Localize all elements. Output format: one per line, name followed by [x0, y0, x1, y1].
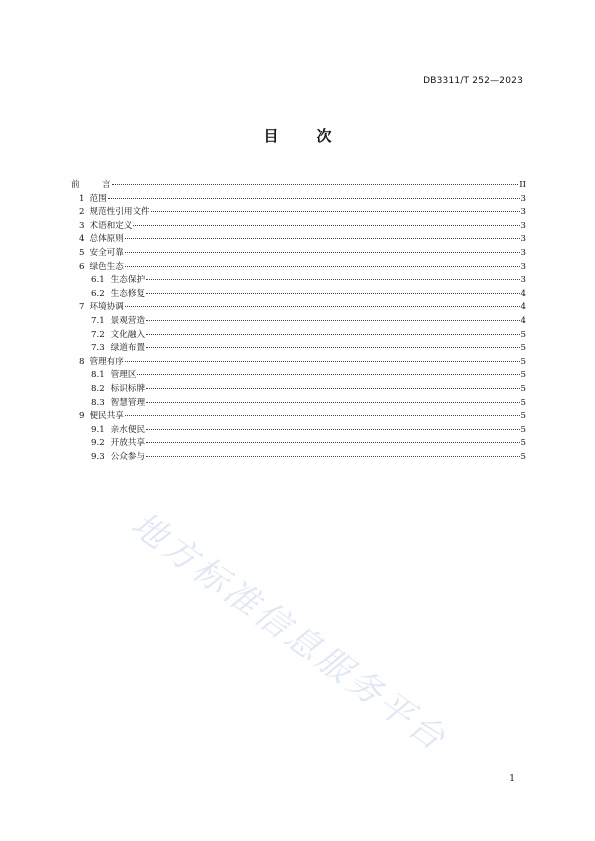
toc-page-number: 5: [520, 411, 526, 422]
toc-entry-foreword[interactable]: [71, 179, 526, 193]
toc-leader-dots: [146, 334, 519, 335]
toc-entry-number: 9: [79, 411, 85, 422]
toc-leader-dots: [125, 238, 520, 239]
toc-leader-dots: [146, 347, 519, 348]
title-char-1: 目: [263, 127, 279, 145]
toc-entry-number: 9.2: [91, 438, 105, 449]
toc-page-number: 4: [520, 302, 526, 313]
toc-page-number: 3: [520, 234, 526, 245]
toc-entry[interactable]: [71, 315, 526, 329]
toc-entry-label: 亲水便民: [110, 424, 146, 435]
toc-entry-label: 文化融入: [110, 329, 146, 340]
toc-entry-number: 1: [79, 193, 85, 204]
watermark: 地方标准信息服务平台: [123, 504, 455, 761]
toc-entry[interactable]: [71, 383, 526, 397]
toc-entry[interactable]: [71, 410, 526, 424]
toc-entry-number: 2: [79, 207, 85, 218]
toc-page-number: 5: [520, 383, 526, 394]
toc-entry-number: 8.3: [91, 397, 105, 408]
toc-leader-dots: [125, 415, 520, 416]
toc-entry-number: 6.2: [91, 288, 105, 299]
toc-entry-number: 8: [79, 356, 85, 367]
toc-entry-number: 6.1: [91, 275, 105, 286]
toc-entry[interactable]: [71, 274, 526, 288]
toc-entry-label: 景观营造: [110, 315, 146, 326]
toc-page-number: 5: [520, 356, 526, 367]
toc-page-number: 3: [520, 247, 526, 258]
toc-entry-number: 4: [79, 234, 85, 245]
toc-entry-label: 生态保护: [110, 275, 146, 286]
toc-page-number: 5: [520, 329, 526, 340]
toc-entry-label: 智慧管理: [110, 397, 146, 408]
table-of-contents: [71, 179, 526, 464]
toc-entry[interactable]: [71, 397, 526, 411]
toc-page-number: 5: [520, 370, 526, 381]
toc-entry-label: 绿色生态: [89, 261, 124, 272]
toc-entry[interactable]: [71, 288, 526, 302]
toc-entry[interactable]: [71, 437, 526, 451]
toc-leader-dots: [125, 266, 520, 267]
title-char-2: 次: [316, 127, 332, 145]
toc-entry[interactable]: [71, 356, 526, 370]
toc-entry-label: 管理区: [110, 370, 137, 381]
toc-entry-label: 规范性引用文件: [89, 207, 150, 218]
toc-leader-dots: [146, 388, 519, 389]
toc-leader-dots: [133, 225, 519, 226]
toc-page-number: 5: [520, 343, 526, 354]
toc-entry-label: 范围: [89, 193, 107, 204]
toc-entry-number: 3: [79, 220, 85, 231]
toc-leader-dots: [146, 442, 519, 443]
toc-page-number: 5: [520, 438, 526, 449]
toc-foreword-char-2: 言: [102, 180, 111, 190]
toc-page-number: 3: [520, 275, 526, 286]
toc-entry-number: 8.2: [91, 383, 105, 394]
toc-leader-dots: [146, 456, 519, 457]
toc-entry-label: 绿道布置: [110, 343, 146, 354]
toc-entry-label: 总体原则: [89, 234, 124, 245]
toc-leader-dots: [146, 293, 519, 294]
document-code: DB3311/T 252—2023: [423, 76, 523, 86]
toc-page-number: 4: [520, 315, 526, 326]
toc-entry-number: 7.1: [91, 315, 105, 326]
toc-leader-dots: [146, 320, 519, 321]
toc-entry-label: 公众参与: [110, 451, 146, 462]
toc-entry[interactable]: [71, 247, 526, 261]
toc-entry[interactable]: [71, 424, 526, 438]
toc-entry-number: 6: [79, 261, 85, 272]
toc-entry-label: 生态修复: [110, 288, 146, 299]
toc-leader-dots: [146, 402, 519, 403]
toc-leader-dots: [137, 374, 519, 375]
toc-entry[interactable]: [71, 369, 526, 383]
toc-page-number: 4: [520, 288, 526, 299]
toc-page-number: II: [519, 180, 526, 190]
toc-leader-dots: [108, 198, 520, 199]
toc-page-number: 3: [520, 220, 526, 231]
toc-entry[interactable]: [71, 261, 526, 275]
toc-entry-number: 9.3: [91, 451, 105, 462]
toc-entry[interactable]: [71, 206, 526, 220]
toc-entry-label: 标识标牌: [110, 383, 146, 394]
toc-page-number: 5: [520, 424, 526, 435]
toc-leader-dots: [125, 306, 520, 307]
toc-entry-label: 便民共享: [89, 411, 124, 422]
toc-leader-dots: [146, 429, 519, 430]
toc-page-number: 3: [520, 261, 526, 272]
toc-entry-label: 安全可靠: [89, 247, 124, 258]
toc-entry[interactable]: [71, 301, 526, 315]
toc-entry[interactable]: [71, 233, 526, 247]
toc-entry-label: 环境协调: [89, 302, 124, 313]
toc-page-number: 3: [520, 193, 526, 204]
toc-entry-number: 7.2: [91, 329, 105, 340]
toc-page-number: 5: [520, 451, 526, 462]
toc-entry[interactable]: [71, 342, 526, 356]
toc-entry-label: 管理有序: [89, 356, 124, 367]
toc-entry[interactable]: [71, 451, 526, 465]
toc-entry-number: 7.3: [91, 343, 105, 354]
toc-entry-number: 9.1: [91, 424, 105, 435]
toc-leader-dots: [151, 211, 520, 212]
page-title: [0, 125, 595, 146]
toc-page-number: 5: [520, 397, 526, 408]
toc-leader-dots: [125, 252, 520, 253]
toc-entry-label: 开放共享: [110, 438, 146, 449]
toc-leader-dots: [125, 361, 520, 362]
toc-entry-number: 5: [79, 247, 85, 258]
toc-entry[interactable]: [71, 329, 526, 343]
page-number: 1: [509, 774, 515, 784]
toc-entry-number: 8.1: [91, 370, 105, 381]
toc-entry-label: 术语和定义: [89, 220, 133, 231]
toc-leader-dots: [112, 184, 519, 185]
toc-entry[interactable]: [71, 220, 526, 234]
toc-foreword-char-1: 前: [71, 180, 80, 190]
toc-entry-number: 7: [79, 302, 85, 313]
toc-leader-dots: [146, 279, 519, 280]
toc-page-number: 3: [520, 207, 526, 218]
toc-entry[interactable]: [71, 193, 526, 207]
